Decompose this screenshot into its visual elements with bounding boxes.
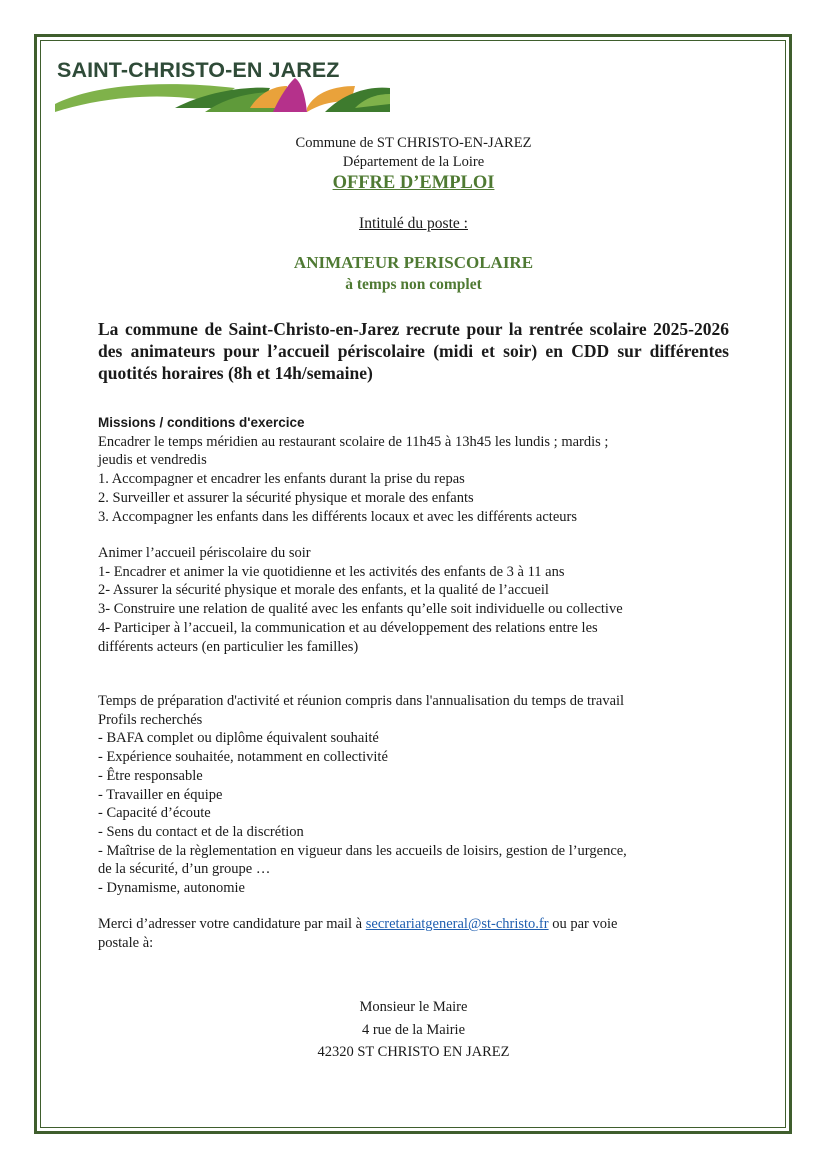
list-item: 2- Assurer la sécurité physique et morale des enfants, et la qualité de l’accueil xyxy=(98,582,549,599)
midday-intro-line1: Encadrer le temps méridien au restaurant scolaire de 11h45 à 13h45 les lundis ; mardis ; xyxy=(98,433,609,450)
header-department: Département de la Loire xyxy=(342,154,485,170)
lead-paragraph: La commune de Saint-Christo-en-Jarez recrute pour la rentrée scolaire 2025-2026 des animateurs pour l’accueil périscolaire (midi et soir) en CDD sur différentes quotités horaires (8h et 14h/semaine) xyxy=(98,319,729,383)
list-item: différents acteurs (en particulier les familles) xyxy=(98,638,359,655)
list-item: - BAFA complet ou diplôme équivalent souhaité xyxy=(98,730,379,747)
address-street: 4 rue de la Mairie xyxy=(361,1021,466,1038)
list-item: 2. Surveiller et assurer la sécurité physique et morale des enfants xyxy=(98,489,474,506)
list-item: 1. Accompagner et encadrer les enfants durant la prise du repas xyxy=(98,471,465,488)
position-subtitle: à temps non complet xyxy=(345,276,482,293)
list-item: - Sens du contact et de la discrétion xyxy=(98,823,304,840)
application-line1 xyxy=(98,915,738,934)
list-item: - Travailler en équipe xyxy=(98,786,223,803)
profile-section xyxy=(98,692,738,898)
address-recipient: Monsieur le Maire xyxy=(359,999,468,1015)
commune-logo xyxy=(55,58,390,112)
position-label: Intitulé du poste : xyxy=(359,215,468,232)
application-text-after: ou par voie xyxy=(548,916,618,932)
list-item: - Capacité d’écoute xyxy=(98,805,211,822)
application-section xyxy=(98,915,738,952)
missions-heading: Missions / conditions d'exercice xyxy=(98,415,305,430)
missions-section xyxy=(98,414,738,526)
evening-intro: Animer l’accueil périscolaire du soir xyxy=(98,545,311,561)
list-item: - Dynamisme, autonomie xyxy=(98,880,245,897)
position-title: ANIMATEUR PERISCOLAIRE xyxy=(293,253,534,272)
list-item: 3- Construire une relation de qualité avec les enfants qu’elle soit individuelle ou collective xyxy=(98,601,623,618)
list-item: de la sécurité, d’un groupe … xyxy=(98,861,271,878)
logo-fields-graphic xyxy=(55,78,390,112)
address-block xyxy=(0,996,827,1064)
profile-heading: Profils recherchés xyxy=(98,711,203,728)
list-item: 1- Encadrer et animer la vie quotidienne et les activités des enfants de 3 à 11 ans xyxy=(98,563,565,580)
offer-title: OFFRE D’EMPLOI xyxy=(332,173,495,193)
list-item: - Expérience souhaitée, notamment en collectivité xyxy=(98,749,388,766)
header-commune: Commune de ST CHRISTO-EN-JAREZ xyxy=(295,135,532,151)
prep-time-note: Temps de préparation d'activité et réunion compris dans l'annualisation du temps de travail xyxy=(98,693,625,709)
list-item: 4- Participer à l’accueil, la communication et au développement des relations entre les xyxy=(98,619,598,636)
application-text: Merci d’adresser votre candidature par mail à xyxy=(98,916,366,932)
logo-text: SAINT-CHRISTO-EN JAREZ xyxy=(57,58,340,82)
list-item: - Maîtrise de la règlementation en vigueur dans les accueils de loisirs, gestion de l’urgence, xyxy=(98,842,627,859)
midday-intro-line2: jeudis et vendredis xyxy=(98,452,207,469)
email-link[interactable]: secretariatgeneral@st-christo.fr xyxy=(365,916,549,932)
application-line2: postale à: xyxy=(98,934,154,951)
address-city: 42320 ST CHRISTO EN JAREZ xyxy=(317,1044,510,1060)
evening-section xyxy=(98,544,738,656)
list-item: 3. Accompagner les enfants dans les différents locaux et avec les différents acteurs xyxy=(98,508,577,525)
list-item: - Être responsable xyxy=(98,767,203,784)
